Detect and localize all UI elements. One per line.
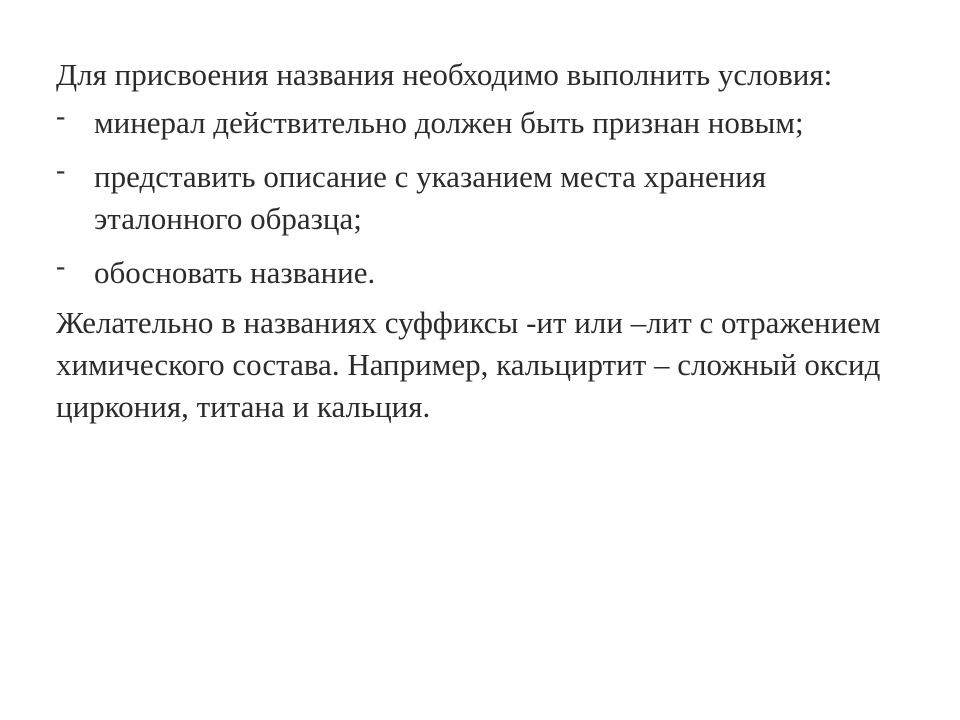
list-item-text: представить описание с указанием места хранения эталонного образца; xyxy=(94,159,767,236)
dash-bullet: - xyxy=(56,155,66,186)
intro-paragraph: Для присвоения названия необходимо выполнить условия: xyxy=(56,57,833,92)
slide-content xyxy=(56,54,916,428)
list-item-text: минерал действительно должен быть признан новым; xyxy=(94,105,804,140)
list-item-text: обосновать название. xyxy=(94,255,376,290)
list-item xyxy=(56,102,916,144)
list-item xyxy=(56,252,916,294)
dash-bullet: - xyxy=(56,101,66,132)
list-item xyxy=(56,156,916,240)
conditions-list xyxy=(56,102,916,294)
closing-paragraph: Желательно в названиях суффиксы -ит или –лит с отражением химического состава. Например, кальциртит – сложный оксид циркония, титана и кальция. xyxy=(56,305,881,424)
dash-bullet: - xyxy=(56,251,66,282)
